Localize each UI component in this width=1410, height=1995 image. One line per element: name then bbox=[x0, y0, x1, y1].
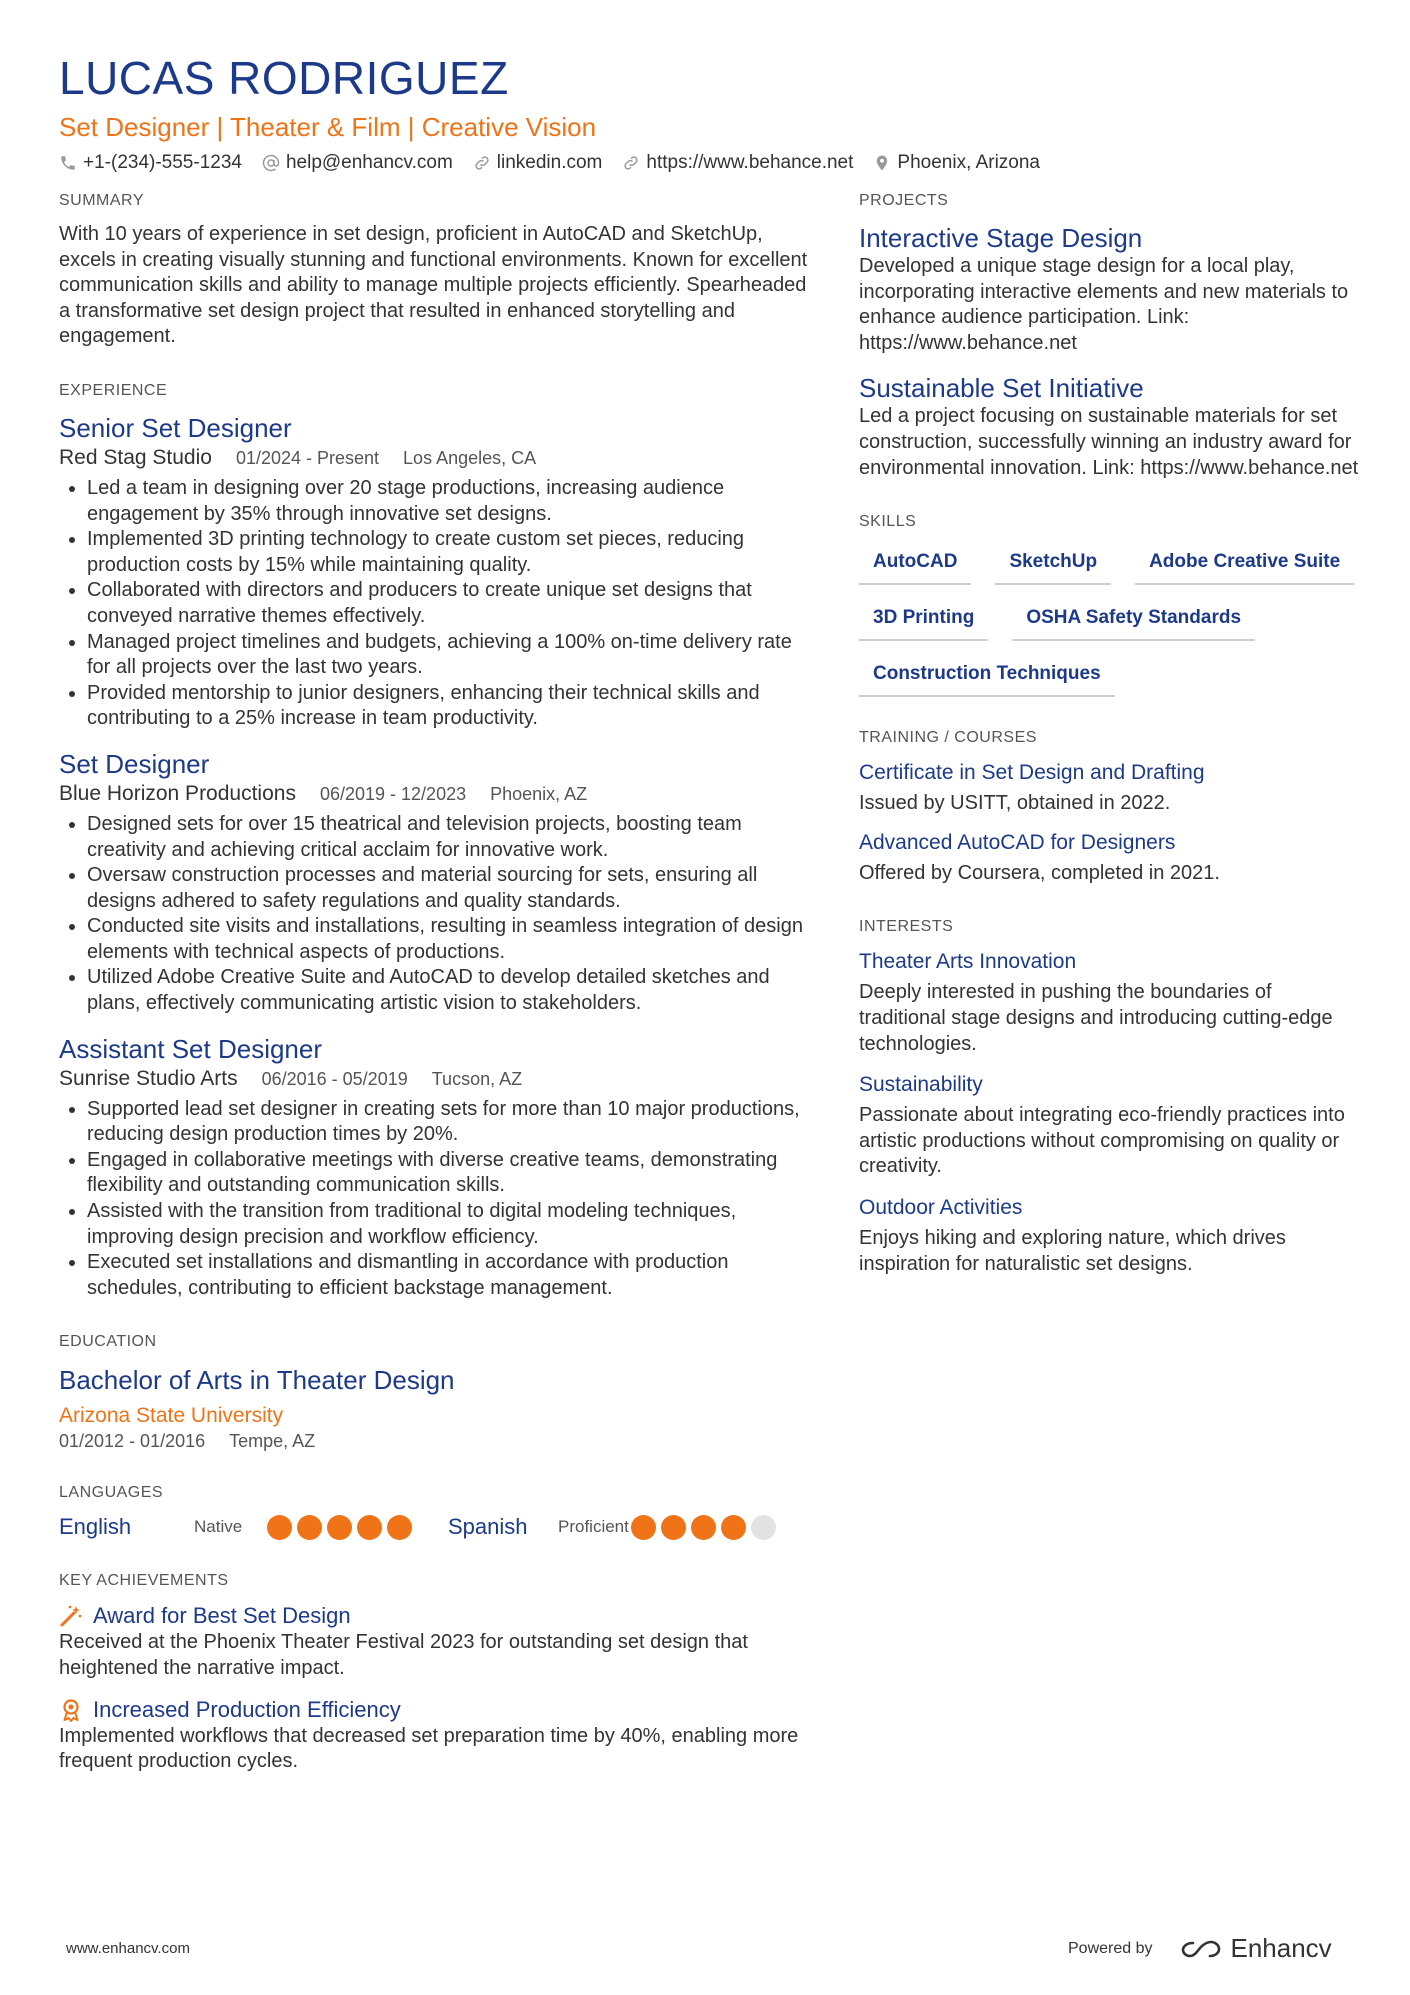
interest-text: Deeply interested in pushing the boundaries of traditional stage designs and introducing cutting-edge technologies. bbox=[859, 981, 1333, 1055]
bullet-item: • Conducted site visits and installations, resulting in seamless integration of design elements with technical aspects of productions. bbox=[87, 914, 809, 965]
job-meta bbox=[59, 782, 809, 806]
bullet-item: • Executed set installations and dismantling in accordance with production schedules, contributing to efficient backstage management. bbox=[87, 1250, 809, 1301]
right-column bbox=[859, 190, 1359, 1307]
left-column bbox=[59, 190, 809, 1805]
job-meta bbox=[59, 1067, 809, 1091]
skills-section bbox=[859, 511, 1359, 697]
job-bullets bbox=[59, 476, 809, 732]
company-name: Red Stag Studio bbox=[59, 445, 212, 469]
rating-dot-filled bbox=[691, 1515, 716, 1540]
award-ribbon-icon bbox=[59, 1698, 83, 1722]
location-pin-icon bbox=[873, 154, 891, 172]
candidate-name: LUCAS RODRIGUEZ bbox=[59, 52, 509, 104]
project-entry bbox=[859, 222, 1359, 356]
language-name: Spanish bbox=[448, 1514, 528, 1540]
rating-dot-filled bbox=[387, 1515, 412, 1540]
bullet-item: • Implemented 3D printing technology to create custom set pieces, reducing production costs by 15% while maintaining quality. bbox=[87, 527, 809, 578]
languages-row bbox=[59, 1514, 809, 1540]
job-title: Senior Set Designer bbox=[59, 412, 292, 443]
phone-text: +1-(234)-555-1234 bbox=[83, 152, 242, 173]
resume-header bbox=[59, 48, 1359, 176]
skills-list bbox=[859, 543, 1359, 697]
interests-section bbox=[859, 916, 1359, 1277]
education-meta bbox=[59, 1431, 809, 1452]
rating-dot-filled bbox=[327, 1515, 352, 1540]
brand-logo[interactable] bbox=[1179, 1933, 1332, 1964]
rating-dot-filled bbox=[357, 1515, 382, 1540]
projects-section bbox=[859, 190, 1359, 481]
achievement-heading bbox=[59, 1696, 809, 1724]
interest-text: Enjoys hiking and exploring nature, which drives inspiration for naturalistic set designs. bbox=[859, 1226, 1286, 1275]
skill-tag: OSHA Safety Standards bbox=[1012, 599, 1255, 641]
section-title: EDUCATION bbox=[59, 1333, 157, 1351]
degree-title: Bachelor of Arts in Theater Design bbox=[59, 1365, 455, 1396]
project-text: Led a project focusing on sustainable materials for set construction, successfully winning an industry award for environmental innovation. Link: https://www.behance.net bbox=[859, 405, 1359, 479]
section-title: LANGUAGES bbox=[59, 1484, 164, 1502]
interest-entry bbox=[859, 948, 1359, 1057]
training-section bbox=[859, 727, 1359, 886]
summary-text: With 10 years of experience in set design, proficient in AutoCAD and SketchUp, excels in creating visually stunning and functional environments. Known for excellent communication skills and ability to manage multiple projects efficiently. Spearheaded a transformative set design project that resulted in enhanced storytelling and engagement. bbox=[59, 223, 808, 348]
contact-email[interactable] bbox=[262, 150, 453, 176]
course-title: Advanced AutoCAD for Designers bbox=[859, 830, 1176, 854]
rating-dot-filled bbox=[267, 1515, 292, 1540]
job-meta bbox=[59, 446, 809, 470]
section-title: SUMMARY bbox=[59, 192, 144, 209]
bullet-item: • Assisted with the transition from traditional to digital modeling techniques, improving design precision and workflow efficiency. bbox=[87, 1199, 809, 1250]
interest-title: Theater Arts Innovation bbox=[859, 950, 1077, 974]
education-dates: 01/2012 - 01/2016 bbox=[59, 1431, 206, 1452]
contact-linkedin[interactable] bbox=[473, 150, 603, 176]
magic-wand-icon bbox=[59, 1604, 83, 1628]
link-icon bbox=[622, 154, 640, 172]
job-dates: 06/2019 - 12/2023 bbox=[319, 783, 467, 804]
rating-dot-filled bbox=[631, 1515, 656, 1540]
section-title: KEY ACHIEVEMENTS bbox=[59, 1572, 229, 1590]
achievement-text: Received at the Phoenix Theater Festival 2023 for outstanding set design that heightened the narrative impact. bbox=[59, 1631, 748, 1679]
language-rating bbox=[631, 1515, 776, 1540]
school-name: Arizona State University bbox=[59, 1404, 284, 1428]
contact-phone bbox=[59, 150, 242, 176]
bullet-item: • Oversaw construction processes and material sourcing for sets, ensuring all designs adhered to safety regulations and quality standards. bbox=[87, 863, 809, 914]
bullet-item: • Designed sets for over 15 theatrical and television projects, boosting team creativity and achieving critical acclaim for innovative work. bbox=[87, 812, 809, 863]
section-title: SKILLS bbox=[859, 513, 917, 531]
job-title: Assistant Set Designer bbox=[59, 1033, 323, 1064]
company-name: Blue Horizon Productions bbox=[59, 781, 296, 805]
footer-website[interactable]: www.enhancv.com bbox=[66, 1940, 190, 1957]
website-link[interactable]: https://www.behance.net bbox=[646, 152, 854, 173]
bullet-item: • Led a team in designing over 20 stage productions, increasing audience engagement by 35% through innovative set designs. bbox=[87, 476, 809, 527]
section-title: EXPERIENCE bbox=[59, 381, 168, 399]
powered-by-label: Powered by bbox=[1068, 1939, 1153, 1957]
project-title: Interactive Stage Design bbox=[859, 223, 1143, 253]
interest-entry bbox=[859, 1071, 1359, 1180]
achievement-heading bbox=[59, 1602, 809, 1630]
job-bullets bbox=[59, 1097, 809, 1302]
job-location: Los Angeles, CA bbox=[403, 447, 537, 468]
job-location: Tucson, AZ bbox=[431, 1068, 523, 1089]
achievement-entry bbox=[59, 1696, 809, 1775]
education-section bbox=[59, 1331, 809, 1452]
language-name: English bbox=[59, 1514, 132, 1540]
interest-title: Sustainability bbox=[859, 1073, 983, 1097]
job-title: Set Designer bbox=[59, 748, 210, 779]
contact-website[interactable] bbox=[622, 150, 853, 176]
section-title: INTERESTS bbox=[859, 918, 954, 936]
job-dates: 01/2024 - Present bbox=[235, 447, 380, 468]
skill-tag: 3D Printing bbox=[859, 599, 988, 641]
rating-dot-filled bbox=[661, 1515, 686, 1540]
course-text: Issued by USITT, obtained in 2022. bbox=[859, 792, 1171, 815]
project-title: Sustainable Set Initiative bbox=[859, 373, 1144, 404]
achievement-title: Award for Best Set Design bbox=[93, 1603, 351, 1629]
achievements-section bbox=[59, 1570, 809, 1774]
languages-section bbox=[59, 1482, 809, 1540]
project-entry bbox=[859, 372, 1359, 481]
experience-section bbox=[59, 380, 809, 1301]
job-bullets bbox=[59, 812, 809, 1017]
bullet-item: • Provided mentorship to junior designers, enhancing their technical skills and contributing to a 25% increase in team productivity. bbox=[87, 681, 809, 732]
bullet-item: • Utilized Adobe Creative Suite and AutoCAD to develop detailed sketches and plans, effectively communicating artistic vision to stakeholders. bbox=[87, 965, 809, 1016]
location-text: Phoenix, Arizona bbox=[897, 152, 1040, 173]
experience-entry bbox=[59, 748, 809, 1017]
footer-branding bbox=[1068, 1933, 1332, 1964]
rating-dot-filled bbox=[297, 1515, 322, 1540]
education-location: Tempe, AZ bbox=[229, 1431, 316, 1452]
achievement-text: Implemented workflows that decreased set preparation time by 40%, enabling more frequent production cycles. bbox=[59, 1724, 799, 1773]
rating-dot-empty bbox=[751, 1515, 776, 1540]
candidate-tagline: Set Designer | Theater & Film | Creative Vision bbox=[59, 112, 597, 142]
job-location: Phoenix, AZ bbox=[490, 783, 588, 804]
section-title: PROJECTS bbox=[859, 192, 949, 209]
language-level: Native bbox=[194, 1517, 243, 1537]
rating-dot-filled bbox=[721, 1515, 746, 1540]
skill-tag: Adobe Creative Suite bbox=[1135, 543, 1354, 585]
interest-entry bbox=[859, 1194, 1359, 1277]
summary-section bbox=[59, 190, 809, 350]
course-text: Offered by Coursera, completed in 2021. bbox=[859, 861, 1220, 884]
section-title: TRAINING / COURSES bbox=[859, 729, 1037, 747]
project-text: Developed a unique stage design for a local play, incorporating interactive elements and new materials to enhance audience participation. Link: https://www.behance.net bbox=[859, 255, 1349, 354]
course-entry bbox=[859, 759, 1359, 817]
phone-icon bbox=[59, 154, 77, 172]
skill-tag: Construction Techniques bbox=[859, 655, 1115, 697]
company-name: Sunrise Studio Arts bbox=[59, 1066, 238, 1090]
bullet-item: • Engaged in collaborative meetings with diverse creative teams, demonstrating flexibility and outstanding communication skills. bbox=[87, 1148, 809, 1199]
interest-title: Outdoor Activities bbox=[859, 1195, 1023, 1219]
at-sign-icon bbox=[262, 154, 280, 172]
experience-entry bbox=[59, 412, 809, 732]
link-icon bbox=[473, 154, 491, 172]
skill-tag: SketchUp bbox=[995, 543, 1111, 585]
email-link[interactable]: help@enhancv.com bbox=[285, 152, 453, 173]
bullet-item: • Managed project timelines and budgets, achieving a 100% on-time delivery rate for all projects over the last two years. bbox=[87, 630, 809, 681]
language-level: Proficient bbox=[558, 1517, 629, 1537]
course-entry bbox=[859, 829, 1359, 887]
contact-location bbox=[873, 150, 1040, 176]
linkedin-link[interactable]: linkedin.com bbox=[496, 152, 603, 173]
enhancv-logo-icon bbox=[1179, 1937, 1223, 1961]
bullet-item: • Collaborated with directors and producers to create unique set designs that conveyed narrative themes effectively. bbox=[87, 578, 809, 629]
job-dates: 06/2016 - 05/2019 bbox=[261, 1068, 408, 1089]
bullet-item: • Supported lead set designer in creating sets for more than 10 major productions, reducing design production times by 20%. bbox=[87, 1097, 809, 1148]
experience-entry bbox=[59, 1033, 809, 1302]
contact-row bbox=[59, 150, 1359, 176]
achievement-entry bbox=[59, 1602, 809, 1681]
interest-text: Passionate about integrating eco-friendly practices into artistic productions without compromising on quality or creativity. bbox=[859, 1104, 1345, 1178]
course-title: Certificate in Set Design and Drafting bbox=[859, 761, 1205, 785]
brand-name: Enhancv bbox=[1230, 1933, 1332, 1963]
skill-tag: AutoCAD bbox=[859, 543, 971, 585]
language-rating bbox=[267, 1515, 412, 1540]
achievement-title: Increased Production Efficiency bbox=[93, 1696, 401, 1722]
